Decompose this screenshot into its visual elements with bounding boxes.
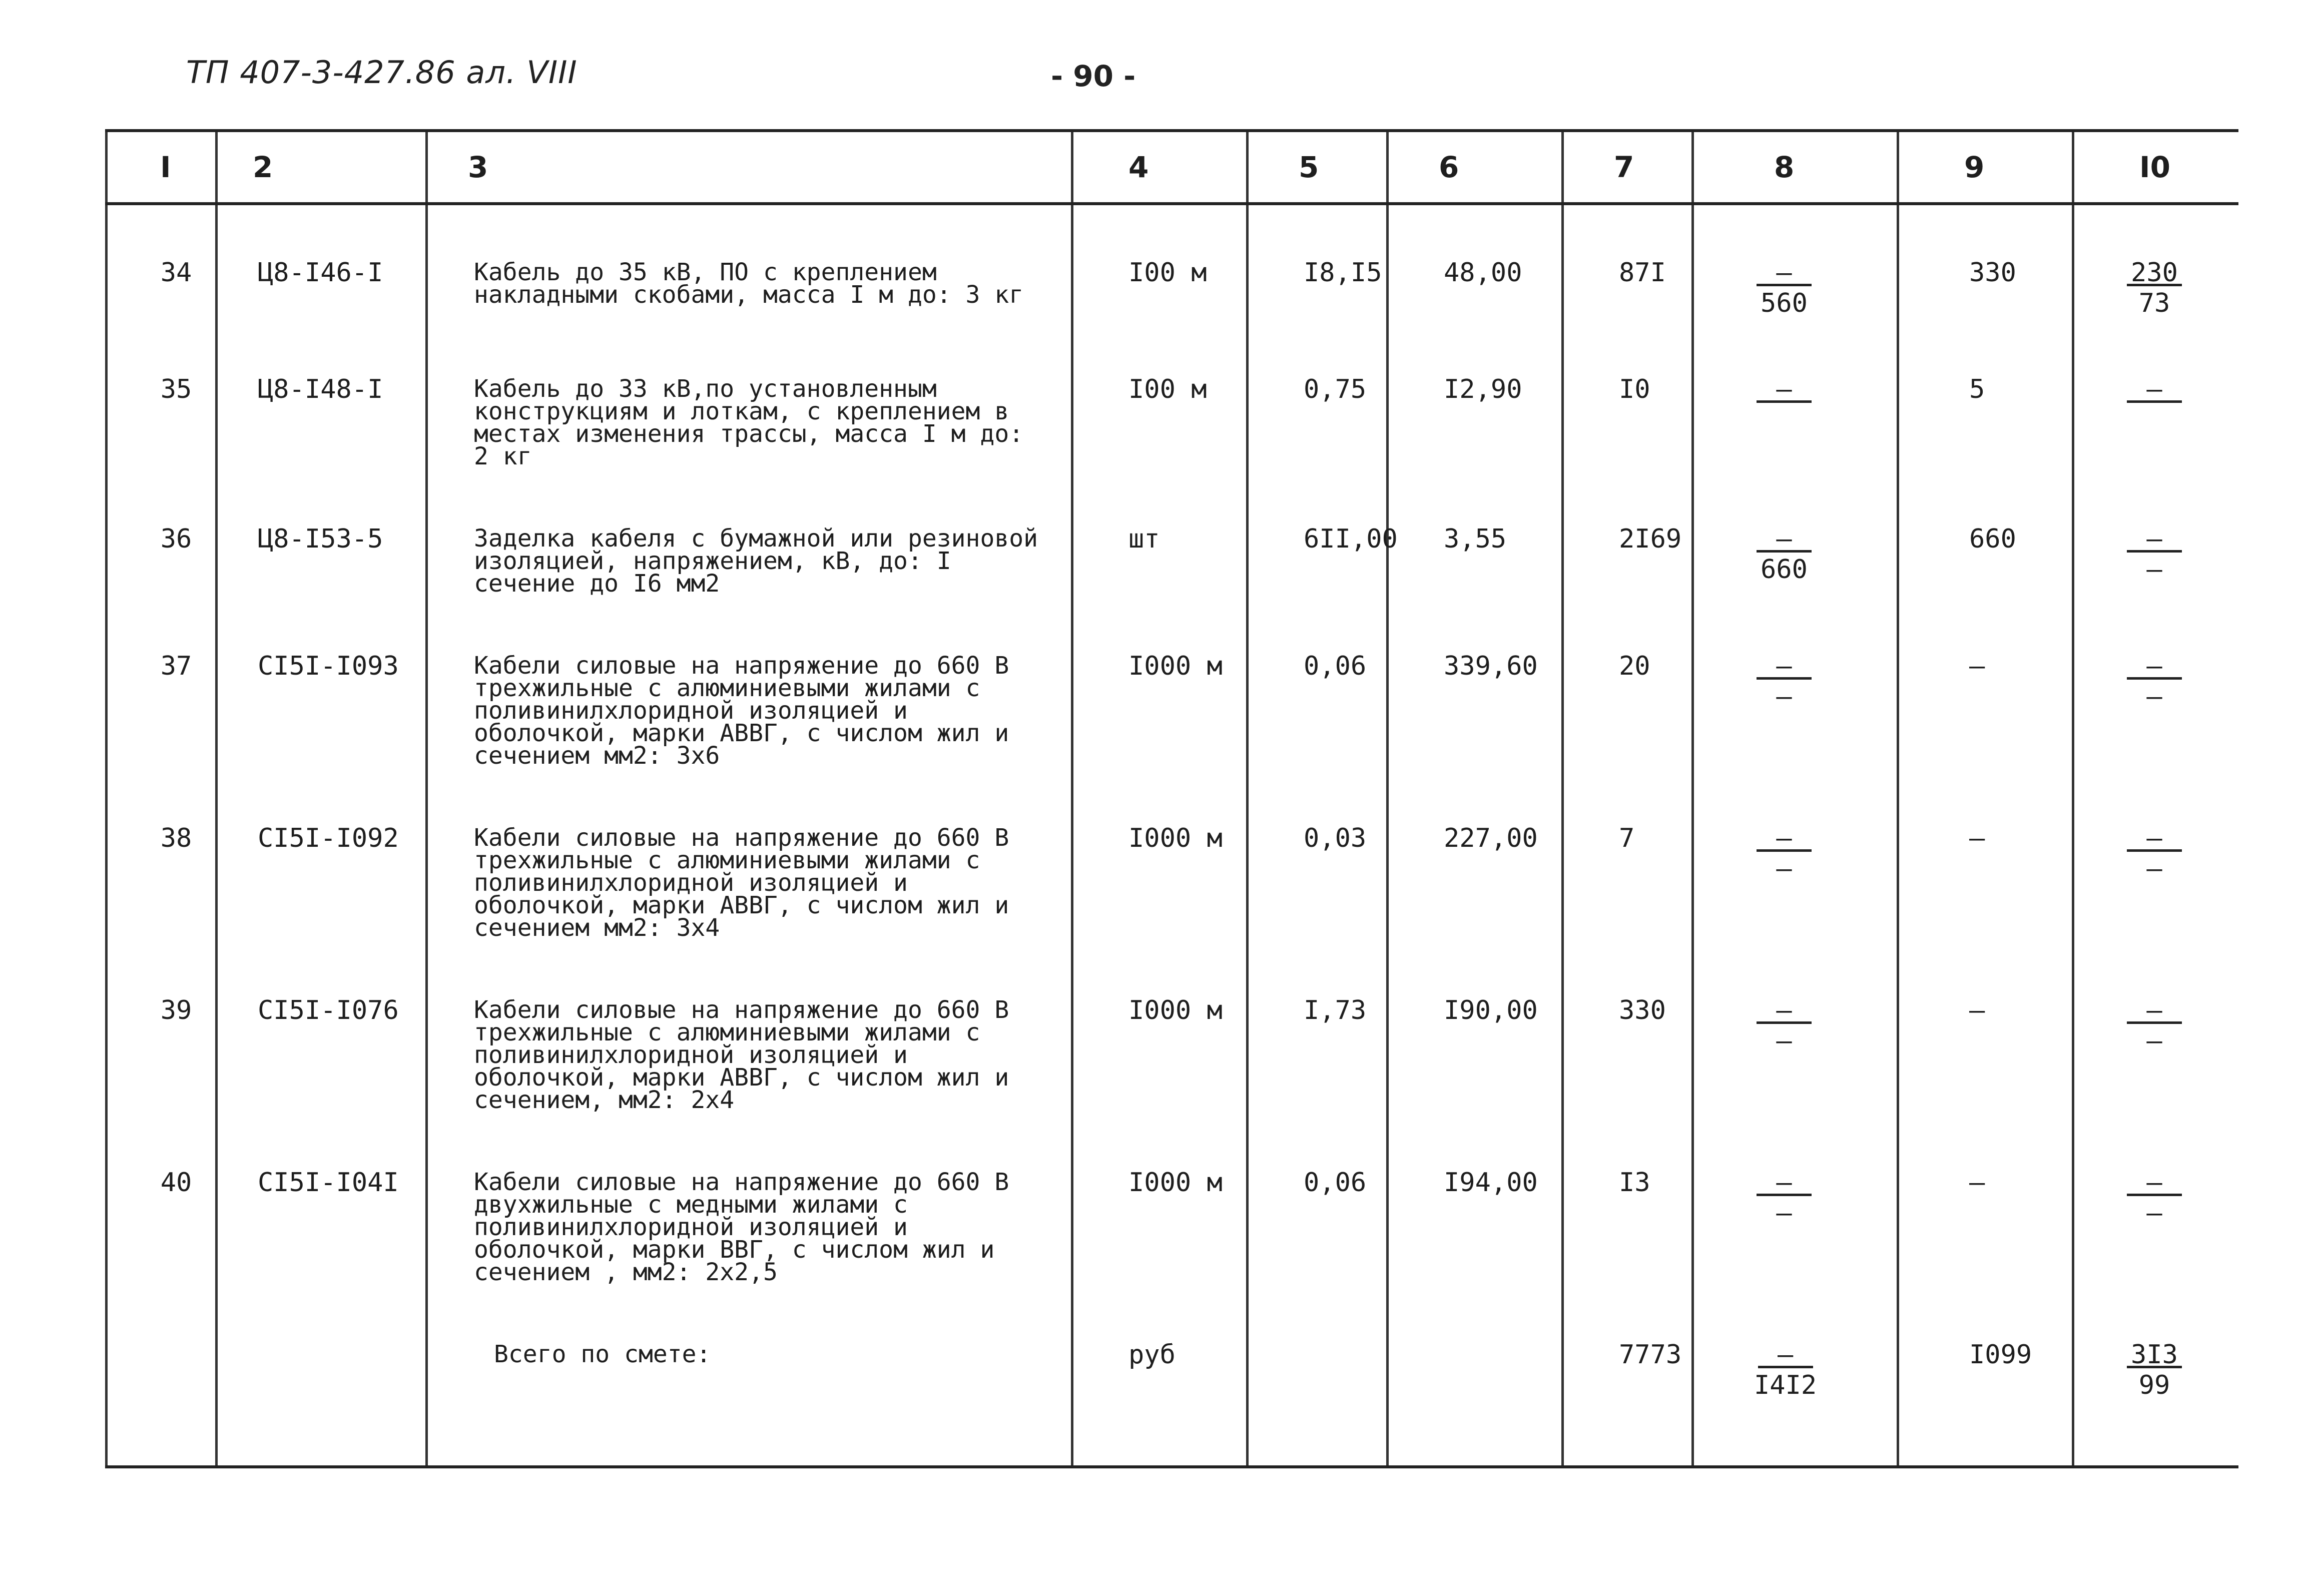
col8-fraction bbox=[1754, 823, 1814, 884]
work-description: Заделка кабеля с бумажной или резиновой изоляцией, напряжением, кВ, до: I сечение до I6 мм2 bbox=[427, 468, 1072, 596]
col8-numerator: – bbox=[1757, 655, 1812, 680]
col10-numerator: – bbox=[2127, 655, 2182, 680]
col8-numerator: – bbox=[1758, 1344, 1813, 1368]
table-row bbox=[107, 596, 2238, 768]
col8-numerator: – bbox=[1757, 827, 1812, 852]
col8-denominator: – bbox=[1776, 854, 1792, 884]
total-cost: 330 bbox=[1563, 940, 1693, 1112]
col9-value: – bbox=[1969, 651, 1985, 681]
col9-value: 660 bbox=[1969, 524, 2016, 554]
unit: I000 м bbox=[1072, 768, 1248, 940]
work-description: Кабель до 33 кВ,по установленным конструкциям и лоткам, с креплением в местах изменения трассы, масса I м до: 2 кг bbox=[427, 319, 1072, 468]
row-number: 34 bbox=[107, 204, 217, 319]
unit-price: 339,60 bbox=[1388, 596, 1563, 768]
price-code: Ц8-I48-I bbox=[217, 319, 427, 468]
row-number: 38 bbox=[107, 768, 217, 940]
quantity: 0,03 bbox=[1248, 768, 1388, 940]
col8-fraction bbox=[1754, 258, 1814, 318]
unit: I000 м bbox=[1072, 940, 1248, 1112]
col9-cell bbox=[1898, 596, 2073, 768]
col10-cell bbox=[2073, 768, 2238, 940]
grand-total: 7773 bbox=[1563, 1284, 1693, 1467]
total-cost: 7 bbox=[1563, 768, 1693, 940]
work-description: Кабели силовые на напряжение до 660 В двухжильные с медными жилами с поливинилхлоридной изоляцией и оболочкой, марки ВВГ, с числом жил и сечением , мм2: 2х2,5 bbox=[427, 1112, 1072, 1284]
column-header: 8 bbox=[1693, 131, 1898, 204]
quantity: 0,06 bbox=[1248, 596, 1388, 768]
col9-value: – bbox=[1969, 1168, 1985, 1198]
col10-cell bbox=[2073, 940, 2238, 1112]
unit-price: I90,00 bbox=[1388, 940, 1563, 1112]
col9-cell bbox=[1898, 940, 2073, 1112]
col9-cell bbox=[1898, 1284, 2073, 1467]
unit-price: I2,90 bbox=[1388, 319, 1563, 468]
col8-numerator: – bbox=[1757, 378, 1812, 403]
col10-denominator: 73 bbox=[2138, 288, 2170, 318]
table-row bbox=[107, 940, 2238, 1112]
work-description: Кабели силовые на напряжение до 660 В трехжильные с алюминиевыми жилами с поливинилхлоридной изоляцией и оболочкой, марки АВВГ, с числом жил и сечением мм2: 3х4 bbox=[427, 768, 1072, 940]
col8-denominator: – bbox=[1776, 1026, 1792, 1056]
col9-cell bbox=[1898, 319, 2073, 468]
col9-value: I099 bbox=[1969, 1340, 2032, 1370]
unit-price: 48,00 bbox=[1388, 204, 1563, 319]
column-header: I0 bbox=[2073, 131, 2238, 204]
col8-cell bbox=[1693, 319, 1898, 468]
unit: I00 м bbox=[1072, 204, 1248, 319]
col9-cell bbox=[1898, 1112, 2073, 1284]
col10-cell bbox=[2073, 319, 2238, 468]
price-code: СI5I-I04I bbox=[217, 1112, 427, 1284]
col8-numerator: – bbox=[1757, 1172, 1812, 1196]
estimate-sheet bbox=[105, 129, 2237, 1430]
quantity: 6II,00 bbox=[1248, 468, 1388, 596]
col8-denominator: 660 bbox=[1761, 555, 1808, 585]
col9-value: 5 bbox=[1969, 374, 1985, 404]
total-cost: 2I69 bbox=[1563, 468, 1693, 596]
work-description: Кабели силовые на напряжение до 660 В трехжильные с алюминиевыми жилами с поливинилхлоридной изоляцией и оболочкой, марки АВВГ, с числом жил и сечением, мм2: 2х4 bbox=[427, 940, 1072, 1112]
table-row bbox=[107, 768, 2238, 940]
price-code: СI5I-I093 bbox=[217, 596, 427, 768]
col8-cell bbox=[1693, 204, 1898, 319]
unit: I000 м bbox=[1072, 596, 1248, 768]
col10-fraction bbox=[2124, 651, 2184, 712]
col10-numerator: 230 bbox=[2127, 262, 2182, 286]
quantity: I8,I5 bbox=[1248, 204, 1388, 319]
total-unit: руб bbox=[1072, 1284, 1248, 1467]
col8-fraction bbox=[1754, 651, 1814, 712]
price-code: Ц8-I53-5 bbox=[217, 468, 427, 596]
column-header: 5 bbox=[1248, 131, 1388, 204]
col10-numerator: 3I3 bbox=[2127, 1344, 2182, 1368]
col10-cell bbox=[2073, 204, 2238, 319]
col10-fraction bbox=[2124, 374, 2184, 405]
quantity: 0,06 bbox=[1248, 1112, 1388, 1284]
row-number: 36 bbox=[107, 468, 217, 596]
table-row bbox=[107, 319, 2238, 468]
column-header: 4 bbox=[1072, 131, 1248, 204]
col10-denominator: – bbox=[2146, 555, 2162, 585]
price-code: СI5I-I092 bbox=[217, 768, 427, 940]
work-description: Кабель до 35 кВ, ПО с креплением накладными скобами, масса I м до: 3 кг bbox=[427, 204, 1072, 319]
col8-fraction bbox=[1754, 524, 1814, 585]
table-row bbox=[107, 1112, 2238, 1284]
table-row bbox=[107, 204, 2238, 319]
total-label: Всего по смете: bbox=[494, 1340, 711, 1368]
row-number: 40 bbox=[107, 1112, 217, 1284]
column-header: 3 bbox=[427, 131, 1072, 204]
unit: шт bbox=[1072, 468, 1248, 596]
col8-cell bbox=[1693, 1112, 1898, 1284]
column-header: I bbox=[107, 131, 217, 204]
row-number: 35 bbox=[107, 319, 217, 468]
col8-numerator: – bbox=[1757, 528, 1812, 553]
col10-fraction bbox=[2124, 1168, 2184, 1228]
document-code: ТП 407-3-427.86 ал. VIII bbox=[186, 54, 578, 91]
col8-cell bbox=[1693, 768, 1898, 940]
row-number bbox=[107, 1284, 217, 1467]
price-code: Ц8-I46-I bbox=[217, 204, 427, 319]
quantity: I,73 bbox=[1248, 940, 1388, 1112]
col10-fraction bbox=[2124, 258, 2184, 318]
col10-numerator: – bbox=[2127, 378, 2182, 403]
total-label-cell bbox=[427, 1284, 1072, 1467]
col10-denominator: – bbox=[2146, 1026, 2162, 1056]
row-number: 39 bbox=[107, 940, 217, 1112]
column-header: 7 bbox=[1563, 131, 1693, 204]
work-description: Кабели силовые на напряжение до 660 В трехжильные с алюминиевыми жилами с поливинилхлоридной изоляцией и оболочкой, марки АВВГ, с числом жил и сечением мм2: 3х6 bbox=[427, 596, 1072, 768]
quantity: 0,75 bbox=[1248, 319, 1388, 468]
column-header-row bbox=[107, 131, 2238, 204]
estimate-table bbox=[105, 129, 2238, 1468]
price-code: СI5I-I076 bbox=[217, 940, 427, 1112]
table-row bbox=[107, 468, 2238, 596]
total-cost: 87I bbox=[1563, 204, 1693, 319]
col8-numerator: – bbox=[1757, 262, 1812, 286]
row-number: 37 bbox=[107, 596, 217, 768]
unit: I000 м bbox=[1072, 1112, 1248, 1284]
col10-numerator: – bbox=[2127, 1172, 2182, 1196]
page-number: - 90 - bbox=[1051, 59, 1136, 93]
col10-cell bbox=[2073, 596, 2238, 768]
col10-denominator: – bbox=[2146, 682, 2162, 712]
col10-numerator: – bbox=[2127, 999, 2182, 1024]
col10-numerator: – bbox=[2127, 827, 2182, 852]
col8-cell bbox=[1693, 940, 1898, 1112]
col9-cell bbox=[1898, 204, 2073, 319]
unit-price bbox=[1388, 1284, 1563, 1467]
col8-fraction bbox=[1754, 1340, 1817, 1400]
col10-denominator: – bbox=[2146, 854, 2162, 884]
col10-fraction bbox=[2124, 1340, 2184, 1400]
price-code bbox=[217, 1284, 427, 1467]
col8-cell bbox=[1693, 596, 1898, 768]
col10-denominator: – bbox=[2146, 1198, 2162, 1228]
unit-price: 227,00 bbox=[1388, 768, 1563, 940]
unit: I00 м bbox=[1072, 319, 1248, 468]
column-header: 2 bbox=[217, 131, 427, 204]
col8-cell bbox=[1693, 468, 1898, 596]
col8-fraction bbox=[1754, 995, 1814, 1056]
col8-cell bbox=[1693, 1284, 1898, 1467]
col10-fraction bbox=[2124, 823, 2184, 884]
col8-denominator: – bbox=[1776, 1198, 1792, 1228]
col10-numerator: – bbox=[2127, 528, 2182, 553]
total-cost: I3 bbox=[1563, 1112, 1693, 1284]
column-header: 6 bbox=[1388, 131, 1563, 204]
col8-fraction bbox=[1754, 1168, 1814, 1228]
total-row bbox=[107, 1284, 2238, 1467]
col10-cell bbox=[2073, 468, 2238, 596]
col10-fraction bbox=[2124, 995, 2184, 1056]
total-cost: I0 bbox=[1563, 319, 1693, 468]
unit-price: 3,55 bbox=[1388, 468, 1563, 596]
col8-denominator: 560 bbox=[1761, 288, 1808, 318]
col10-fraction bbox=[2124, 524, 2184, 585]
col8-numerator: – bbox=[1757, 999, 1812, 1024]
col8-denominator: – bbox=[1776, 682, 1792, 712]
col10-cell bbox=[2073, 1112, 2238, 1284]
col9-value: – bbox=[1969, 823, 1985, 853]
col10-denominator: 99 bbox=[2138, 1370, 2170, 1400]
col9-cell bbox=[1898, 768, 2073, 940]
unit-price: I94,00 bbox=[1388, 1112, 1563, 1284]
col10-cell bbox=[2073, 1284, 2238, 1467]
col9-value: 330 bbox=[1969, 258, 2016, 288]
col9-value: – bbox=[1969, 995, 1985, 1025]
quantity bbox=[1248, 1284, 1388, 1467]
col9-cell bbox=[1898, 468, 2073, 596]
column-header: 9 bbox=[1898, 131, 2073, 204]
col8-fraction bbox=[1754, 374, 1814, 405]
total-cost: 20 bbox=[1563, 596, 1693, 768]
col8-denominator: I4I2 bbox=[1754, 1370, 1817, 1400]
